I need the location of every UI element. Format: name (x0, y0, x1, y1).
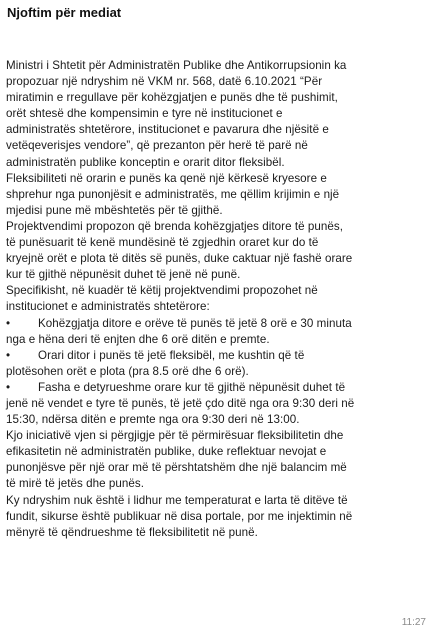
bullet-marker: • (6, 348, 11, 362)
message-line: orët shtesë dhe kompensimin e tyre në institucionet e (6, 107, 283, 121)
bullet-line (6, 380, 430, 396)
message-body (6, 58, 430, 541)
message-line: kryejnë orët e plota të ditës së punës, duke caktuar një fashë orare (6, 252, 353, 266)
message-line: nga e hëna deri të enjten dhe 6 orë ditën e premte. (6, 332, 270, 346)
message-line: administratës shtetërore, institucionet e pavarura dhe njësitë e (6, 123, 329, 137)
message-line: efikasitetin në administratën publike, duke reflektuar nevojat e (6, 445, 327, 459)
message-line: miratimin e rregullave për kohëzgjatjen e punës dhe të pushimit, (6, 91, 338, 105)
bullet-marker: • (6, 380, 11, 394)
message-line: shprehur nga punonjësit e administratës, me qëllim krijimin e një (6, 187, 340, 201)
message-line: Fleksibiliteti në orarin e punës ka qenë një kërkesë kryesore e (6, 171, 327, 185)
message-line: mënyrë të qëndrueshme të fleksibilitetit në punë. (6, 525, 258, 539)
message-line: Ky ndryshim nuk është i lidhur me temperaturat e larta të ditëve të (6, 493, 348, 507)
message-line: fundit, sikurse është publikuar në disa portale, por me injektimin në (6, 509, 353, 523)
message-line: administratën publike konceptin e orarit ditor fleksibël. (6, 155, 285, 169)
message-line: të mirë të jetës dhe punës. (6, 477, 144, 491)
message-line: propozuar një ndryshim në VKM nr. 568, datë 6.10.2021 “Për (6, 75, 323, 89)
message-line: kur të gjithë nëpunësit duhet të jenë në punë. (6, 268, 241, 282)
message-timestamp: 11:27 (401, 617, 426, 628)
message-line: Specifikisht, në kuadër të këtij projektvendimi propozohet në (6, 284, 318, 298)
bullet-text: Kohëzgjatja ditore e orëve të punës të jetë 8 orë e 30 minuta (38, 316, 352, 330)
message-line: institucionet e administratës shtetërore: (6, 300, 210, 314)
message-title: Njoftim për mediat (7, 5, 122, 20)
message-line: plotësohen orët e plota (pra 8.5 orë dhe 6 orë). (6, 364, 249, 378)
message-line: Kjo iniciativë vjen si përgjigje për të përmirësuar fleksibilitetin dhe (6, 429, 344, 443)
message-line: Ministri i Shtetit për Administratën Publike dhe Antikorrupsionin ka (6, 59, 347, 72)
message-line: mjedisi pune më mbështetës për të gjithë. (6, 203, 223, 217)
bullet-marker: • (6, 316, 11, 330)
message-line: 15:30, ndërsa ditën e premte nga ora 9:30 deri në 13:00. (6, 413, 300, 427)
message-line: punonjësve për një orar më të përshtatshëm dhe një balancim më (6, 461, 347, 475)
message-line: jenë në vendet e tyre të punës, të jetë çdo ditë nga ora 9:30 deri në (6, 396, 355, 410)
bullet-text: Orari ditor i punës të jetë fleksibël, me kushtin që të (38, 348, 305, 362)
message-line: vetëqeverisjes vendore”, që prezanton për herë të parë në (6, 139, 308, 153)
message-line: të punësuarit të kenë mundësinë të zgjedhin oraret kur do të (6, 236, 319, 250)
bullet-text: Fasha e detyrueshme orare kur të gjithë nëpunësit duhet të (38, 380, 346, 394)
bullet-line (6, 348, 430, 364)
bullet-line (6, 316, 430, 332)
message-line: Projektvendimi propozon që brenda kohëzgjatjes ditore të punës, (6, 219, 344, 233)
